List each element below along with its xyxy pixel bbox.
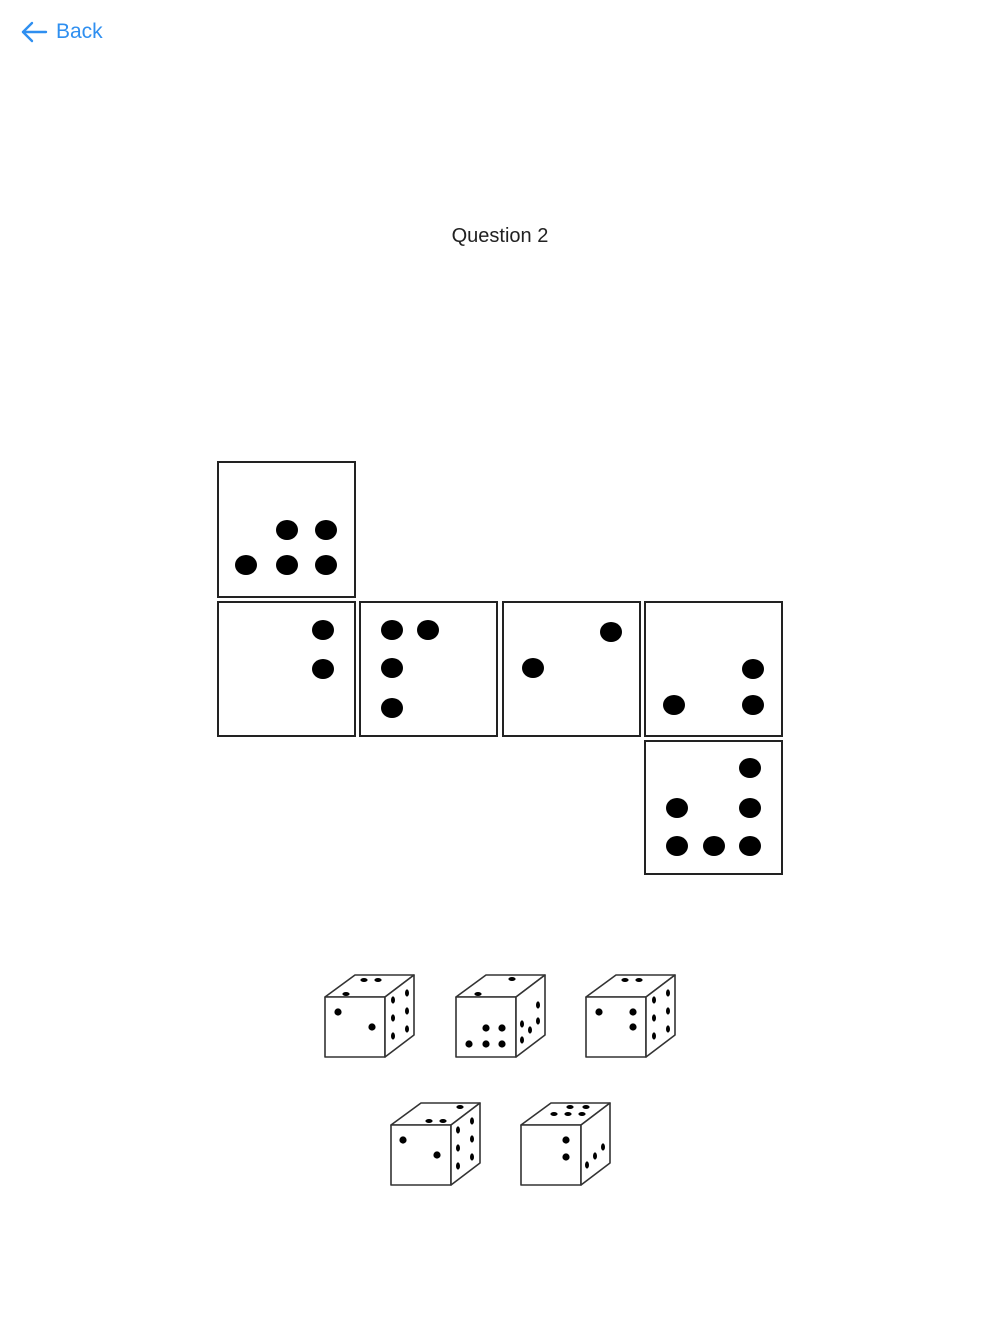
question-title: Question 2 bbox=[451, 225, 549, 247]
back-label: Back bbox=[56, 20, 103, 43]
option-2[interactable] bbox=[456, 975, 545, 1057]
option-1[interactable] bbox=[325, 975, 414, 1057]
option-4[interactable] bbox=[391, 1103, 480, 1185]
option-5[interactable] bbox=[521, 1103, 610, 1185]
option-3[interactable] bbox=[586, 975, 675, 1057]
